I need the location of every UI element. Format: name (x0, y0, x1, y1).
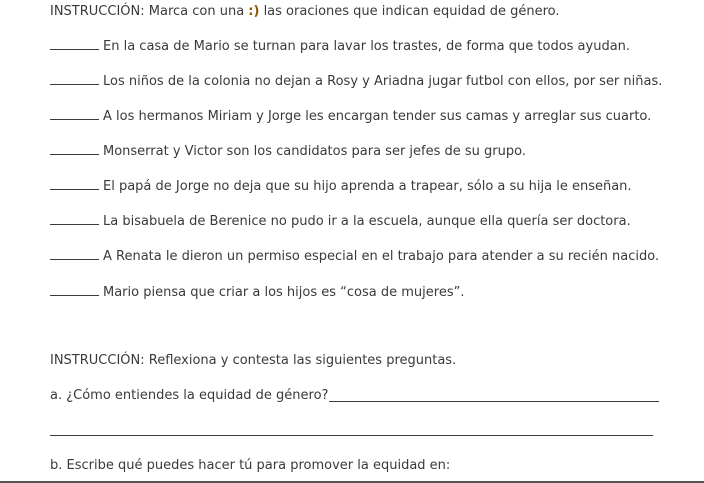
statement-row (50, 212, 631, 231)
statement-row (50, 107, 651, 126)
statement-row (50, 37, 630, 56)
answer-blank[interactable] (50, 247, 99, 260)
statement-row (50, 142, 526, 161)
instruction-1 (50, 3, 560, 21)
answer-blank[interactable] (50, 142, 99, 155)
answer-blank[interactable] (50, 212, 99, 225)
statement-text: Mario piensa que criar a los hijos es “cosa de mujeres”. (103, 285, 465, 300)
question-b: b. Escribe qué puedes hacer tú para promover la equidad en: (50, 458, 451, 473)
answer-line-a[interactable] (329, 401, 659, 402)
statement-text: En la casa de Mario se turnan para lavar los trastes, de forma que todos ayudan. (103, 39, 631, 54)
statement-text: La bisabuela de Berenice no pudo ir a la escuela, aunque ella quería ser doctora. (103, 214, 631, 229)
statement-text: A los hermanos Miriam y Jorge les encargan tender sus camas y arreglar sus cuarto. (103, 109, 652, 124)
statement-text: Los niños de la colonia no dejan a Rosy y Ariadna jugar futbol con ellos, por ser niñas. (103, 74, 663, 89)
answer-blank[interactable] (50, 283, 99, 296)
instruction-1-prefix: INSTRUCCIÓN: Marca con una (50, 4, 249, 19)
statement-row (50, 247, 659, 266)
statement-row (50, 72, 662, 91)
answer-blank[interactable] (50, 37, 99, 50)
statement-text: Monserrat y Victor son los candidatos para ser jefes de su grupo. (103, 144, 526, 159)
question-a: a. ¿Cómo entiendes la equidad de género? (50, 388, 329, 403)
statement-text: El papá de Jorge no deja que su hijo aprenda a trapear, sólo a su hija le enseñan. (103, 179, 632, 194)
answer-line-a-continued[interactable] (50, 435, 653, 436)
instruction-2: INSTRUCCIÓN: Reflexiona y contesta las siguientes preguntas. (50, 353, 457, 368)
answer-blank[interactable] (50, 72, 99, 85)
instruction-1-suffix: las oraciones que indican equidad de género. (259, 4, 560, 19)
statement-row (50, 283, 464, 302)
statement-row (50, 177, 632, 196)
statement-text: A Renata le dieron un permiso especial en el trabajo para atender a su recién nacido. (103, 249, 660, 264)
smiley-symbol: :) (248, 4, 260, 19)
answer-blank[interactable] (50, 107, 99, 120)
answer-blank[interactable] (50, 177, 99, 190)
